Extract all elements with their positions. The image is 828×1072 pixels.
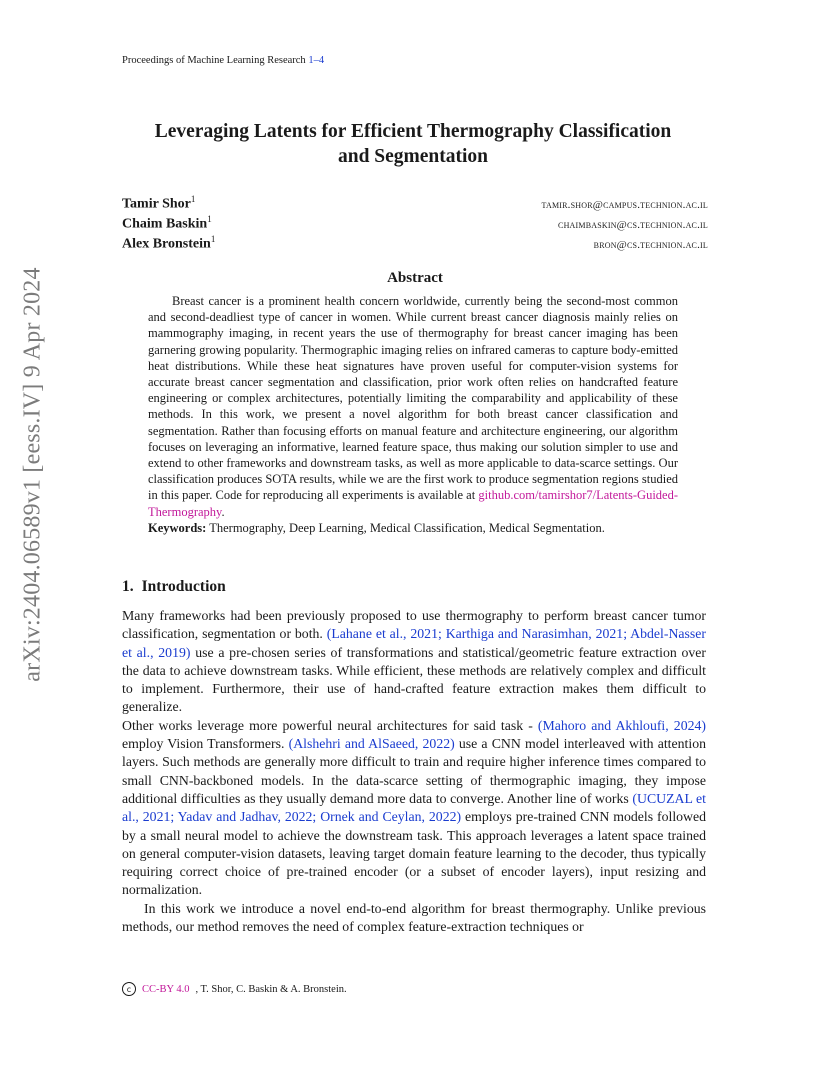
citation-link[interactable]: (Mahoro and Akhloufi, 2024) <box>537 717 706 733</box>
keywords-label: Keywords: <box>148 520 207 535</box>
proceedings-header <box>122 55 324 66</box>
citation-link[interactable]: Abdel-Nasser et al., 2019) <box>122 626 706 660</box>
section-heading <box>122 578 226 596</box>
author-email[interactable]: bron@cs.technion.ac.il <box>593 238 708 251</box>
paper-title <box>118 120 708 169</box>
author-row <box>122 214 708 234</box>
introduction-body <box>122 607 706 936</box>
proceedings-name: Proceedings of Machine Learning Research <box>122 55 306 66</box>
arxiv-sidebar <box>14 266 52 682</box>
citation-link[interactable]: Karthiga and Narasimhan, 2021; <box>445 626 628 642</box>
author-name: Tamir Shor$^1$ <box>122 194 196 212</box>
code-link[interactable]: github.com/tamirshor7/Latents-Guided-Thermography <box>148 488 679 519</box>
author-row <box>122 194 708 214</box>
citation-link[interactable]: (UCUZAL et al., 2021; <box>122 790 707 825</box>
copyright-icon: c <box>122 982 136 996</box>
paragraph: Other works leverage more powerful neural architectures for said task - (Mahoro and Akhloufi, 2024) employ Vision Transformers. (Alshehri and AlSaeed, 2022) use a CNN model interleaved with attention layers. Such methods are generally more difficult to train and require higher inference times compared to small CNN-backboned models. In the data-scarce setting of thermographic imaging, they impose additional difficulties as they usually demand more data to converge. Another line of works (UCUZAL et al., 2021; Yadav and Jadhav, 2022; Ornek and Ceylan, 2022) employs pre-trained CNN models followed by a small neural model to achieve the downstream task. This approach leverages a latent space trained on general computer-vision datasets, leaving target domain feature learning to the decoder, thus typically requiring correct choice of pre-trained encoder (or a subset of encoder layers), input resizing and normalization. <box>122 717 707 898</box>
arxiv-id: arXiv:2404.06589v1 [eess.IV] 9 Apr 2024 <box>19 266 46 682</box>
citation-link[interactable]: Yadav and Jadhav, 2022; <box>177 809 317 825</box>
abstract-body <box>148 293 678 536</box>
citation-link[interactable]: (Lahane et al., 2021; <box>326 626 442 642</box>
author-email[interactable]: tamir.shor@campus.technion.ac.il <box>541 198 708 211</box>
copyright-text: , T. Shor, C. Baskin & A. Bronstein. <box>195 983 347 995</box>
title-line-2: and Segmentation <box>337 145 489 167</box>
author-name: Chaim Baskin$^1$ <box>122 214 212 232</box>
abstract-heading: Abstract <box>387 270 443 286</box>
citation-link[interactable]: (Alshehri and AlSaeed, 2022) <box>288 736 455 752</box>
paragraph: Many frameworks had been previously proposed to use thermography to perform breast cancer tumor classification, segmentation or both. (Lahane et al., 2021; Karthiga and Narasimhan, 2021; Abdel-Nasser et al., 2019) use a pre-chosen series of transformations and statistical/geometric feature extraction over the data to achieve downstream tasks. While efficient, these methods are relatively complex and difficult to implement. Furthermore, their use of hand-crafted feature extraction makes them difficult to generalize. <box>122 608 707 715</box>
author-email[interactable]: chaimbaskin@cs.technion.ac.il <box>558 218 708 231</box>
title-line-1: Leveraging Latents for Efficient Thermography Classification <box>154 121 672 142</box>
citation-link[interactable]: Ornek and Ceylan, 2022) <box>320 809 462 825</box>
keywords <box>148 520 678 536</box>
section-title: Introduction <box>141 578 226 595</box>
license-footer <box>122 982 347 996</box>
abstract-text: Breast cancer is a prominent health concern worldwide, currently being the second-most common and second-deadliest type of cancer in women. While current breast cancer diagnosis mainly relies on mammography imaging, in recent years the use of thermography for breast cancer imaging has been garnering growing popularity. Thermographic imaging relies on infrared cameras to capture body-emitted heat distributions. While these heat signatures have proven useful for computer-vision systems for accurate breast cancer segmentation and classification, prior work often relies on handcrafted feature engineering or complex architectures, potentially limiting the comparability and applicability of these methods. In this work, we present a novel algorithm for both breast cancer classification and segmentation. Rather than focusing efforts on manual feature and architecture engineering, our algorithm focuses on leveraging an informative, learned feature space, thus making our solution simpler to use and extend to other frameworks and downstream tasks, as well as more applicable to data-scarce settings. Our classification produces SOTA results, while we are the first work to produce segmentation regions studied in this paper. Code for reproducing all experiments is available at github.com/tamirshor7/Latents-Guided-Thermography. <box>148 294 679 519</box>
pages-link[interactable]: 1–4 <box>308 55 325 66</box>
paragraph: In this work we introduce a novel end-to-end algorithm for breast thermography. Unlike previous methods, our method removes the need of complex feature-extraction techniques or <box>122 900 706 935</box>
section-number: 1. <box>122 578 134 595</box>
author-name: Alex Bronstein$^1$ <box>122 234 216 252</box>
license-link[interactable]: CC-BY 4.0 <box>142 983 190 995</box>
author-row <box>122 234 708 254</box>
keywords-list: Thermography, Deep Learning, Medical Classification, Medical Segmentation. <box>209 520 605 535</box>
author-block <box>122 194 708 254</box>
